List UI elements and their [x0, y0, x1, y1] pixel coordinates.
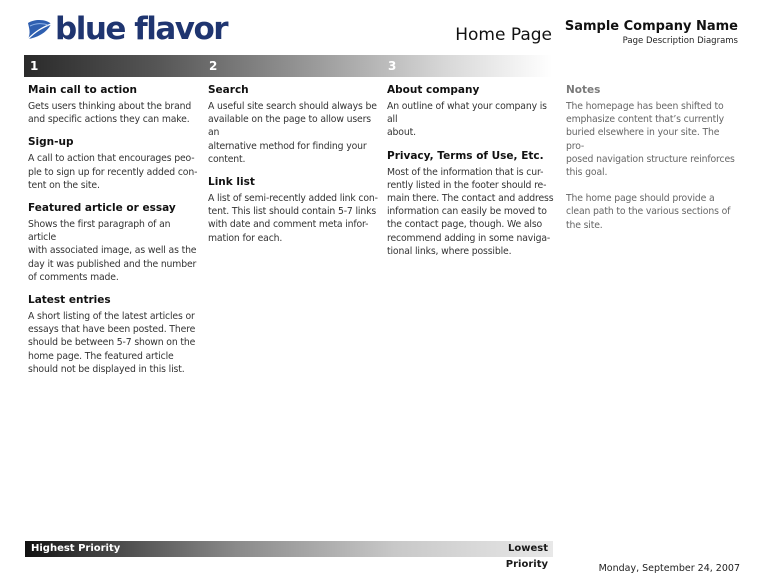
- body-line: A short listing of the latest articles or: [28, 311, 195, 323]
- section-about-company: [387, 83, 559, 140]
- body-line: A list of semi-recently added link con-: [208, 193, 378, 205]
- body-line: buried elsewhere in your site. The pro-: [566, 127, 720, 152]
- section-body: [28, 218, 200, 284]
- body-line: home page. The featured article: [28, 350, 174, 362]
- body-line: content.: [208, 153, 246, 165]
- body-line: Most of the information that is cur-: [387, 166, 544, 178]
- body-line: ple to sign up for recently added con-: [28, 166, 198, 178]
- section-title: Sign-up: [28, 136, 74, 149]
- section-sign-up: [28, 135, 200, 192]
- column-3: [387, 83, 559, 267]
- body-line: and specific actions they can make.: [28, 114, 190, 126]
- body-line: essays that have been posted. There: [28, 324, 196, 336]
- section-link-list: [208, 175, 380, 245]
- body-line: Shows the first paragraph of an article: [28, 219, 171, 244]
- highest-priority-label: Highest Priority: [31, 543, 121, 554]
- notes-paragraph: [566, 192, 738, 232]
- section-featured-article: [28, 201, 200, 284]
- column-2: [208, 83, 380, 254]
- company-name: Sample Company Name: [564, 19, 738, 34]
- body-line: with date and comment meta infor-: [208, 219, 369, 231]
- body-line: with associated image, as well as the: [28, 245, 197, 257]
- body-line: main there. The contact and address: [387, 193, 554, 205]
- lowest-priority-label: Lowest Priority: [505, 543, 548, 570]
- body-line: the contact page, though. We also: [387, 219, 543, 231]
- body-line: day it was published and the number: [28, 258, 197, 270]
- body-line: tional links, where possible.: [387, 245, 512, 257]
- column-header-bar: [24, 55, 552, 77]
- section-search: [208, 83, 380, 166]
- body-line: A useful site search should always be: [208, 101, 377, 112]
- body-line: posed navigation structure reinforces: [566, 153, 735, 165]
- section-title: Search: [208, 84, 249, 96]
- section-privacy-terms: [387, 149, 559, 258]
- notes-column: [566, 83, 738, 238]
- section-body: [28, 152, 200, 192]
- section-title: Latest entries: [28, 294, 111, 307]
- notes-title: Notes: [566, 84, 601, 96]
- column-1: [28, 83, 200, 385]
- body-line: Gets users thinking about the brand: [28, 101, 192, 112]
- body-line: A call to action that encourages peo-: [28, 153, 195, 165]
- body-line: the site.: [566, 219, 603, 231]
- section-main-call-to-action: [28, 83, 200, 126]
- body-line: The homepage has been shifted to: [566, 101, 724, 112]
- brand-logo: [26, 12, 227, 46]
- section-body: [28, 310, 200, 376]
- section-title: Privacy, Terms of Use, Etc.: [387, 149, 544, 162]
- body-line: of comments made.: [28, 271, 119, 283]
- body-line: available on the page to allow users an: [208, 114, 371, 139]
- body-line: should not be displayed in this list.: [28, 363, 185, 375]
- body-line: The home page should provide a: [566, 193, 715, 205]
- section-body: [387, 100, 559, 140]
- section-latest-entries: [28, 293, 200, 376]
- body-line: clean path to the various sections of: [566, 206, 731, 218]
- body-line: should be between 5-7 shown on the: [28, 337, 196, 349]
- notes-paragraph: [566, 100, 738, 179]
- section-title: About company: [387, 84, 480, 96]
- section-title: Main call to action: [28, 84, 137, 96]
- column-2-number: 2: [209, 59, 218, 73]
- body-line: mation for each.: [208, 232, 283, 244]
- body-line: emphasize content that’s currently: [566, 114, 724, 126]
- company-subtitle: Page Description Diagrams: [622, 36, 738, 46]
- body-line: this goal.: [566, 167, 608, 179]
- body-line: information can easily be moved to: [387, 206, 547, 218]
- company-block: [565, 18, 738, 47]
- section-title: Link list: [208, 176, 255, 189]
- column-3-number: 3: [388, 59, 397, 73]
- body-line: alternative method for finding your: [208, 140, 367, 152]
- logo-text: blue flavor: [55, 11, 228, 47]
- body-line: tent. This list should contain 5-7 links: [208, 206, 377, 218]
- section-title: Featured article or essay: [28, 202, 176, 215]
- section-body: [208, 192, 380, 245]
- leaf-icon: [26, 18, 52, 40]
- body-line: tent on the site.: [28, 179, 100, 191]
- body-line: recommend adding in some naviga-: [387, 232, 551, 244]
- section-body: [28, 100, 200, 126]
- page-title: Home Page: [455, 25, 552, 45]
- body-line: An outline of what your company is all: [387, 101, 547, 126]
- body-line: about.: [387, 127, 416, 139]
- footer-date: Monday, September 24, 2007: [598, 563, 740, 574]
- section-body: [387, 166, 559, 258]
- section-body: [208, 100, 380, 166]
- column-1-number: 1: [30, 59, 39, 73]
- body-line: rently listed in the footer should re-: [387, 179, 547, 191]
